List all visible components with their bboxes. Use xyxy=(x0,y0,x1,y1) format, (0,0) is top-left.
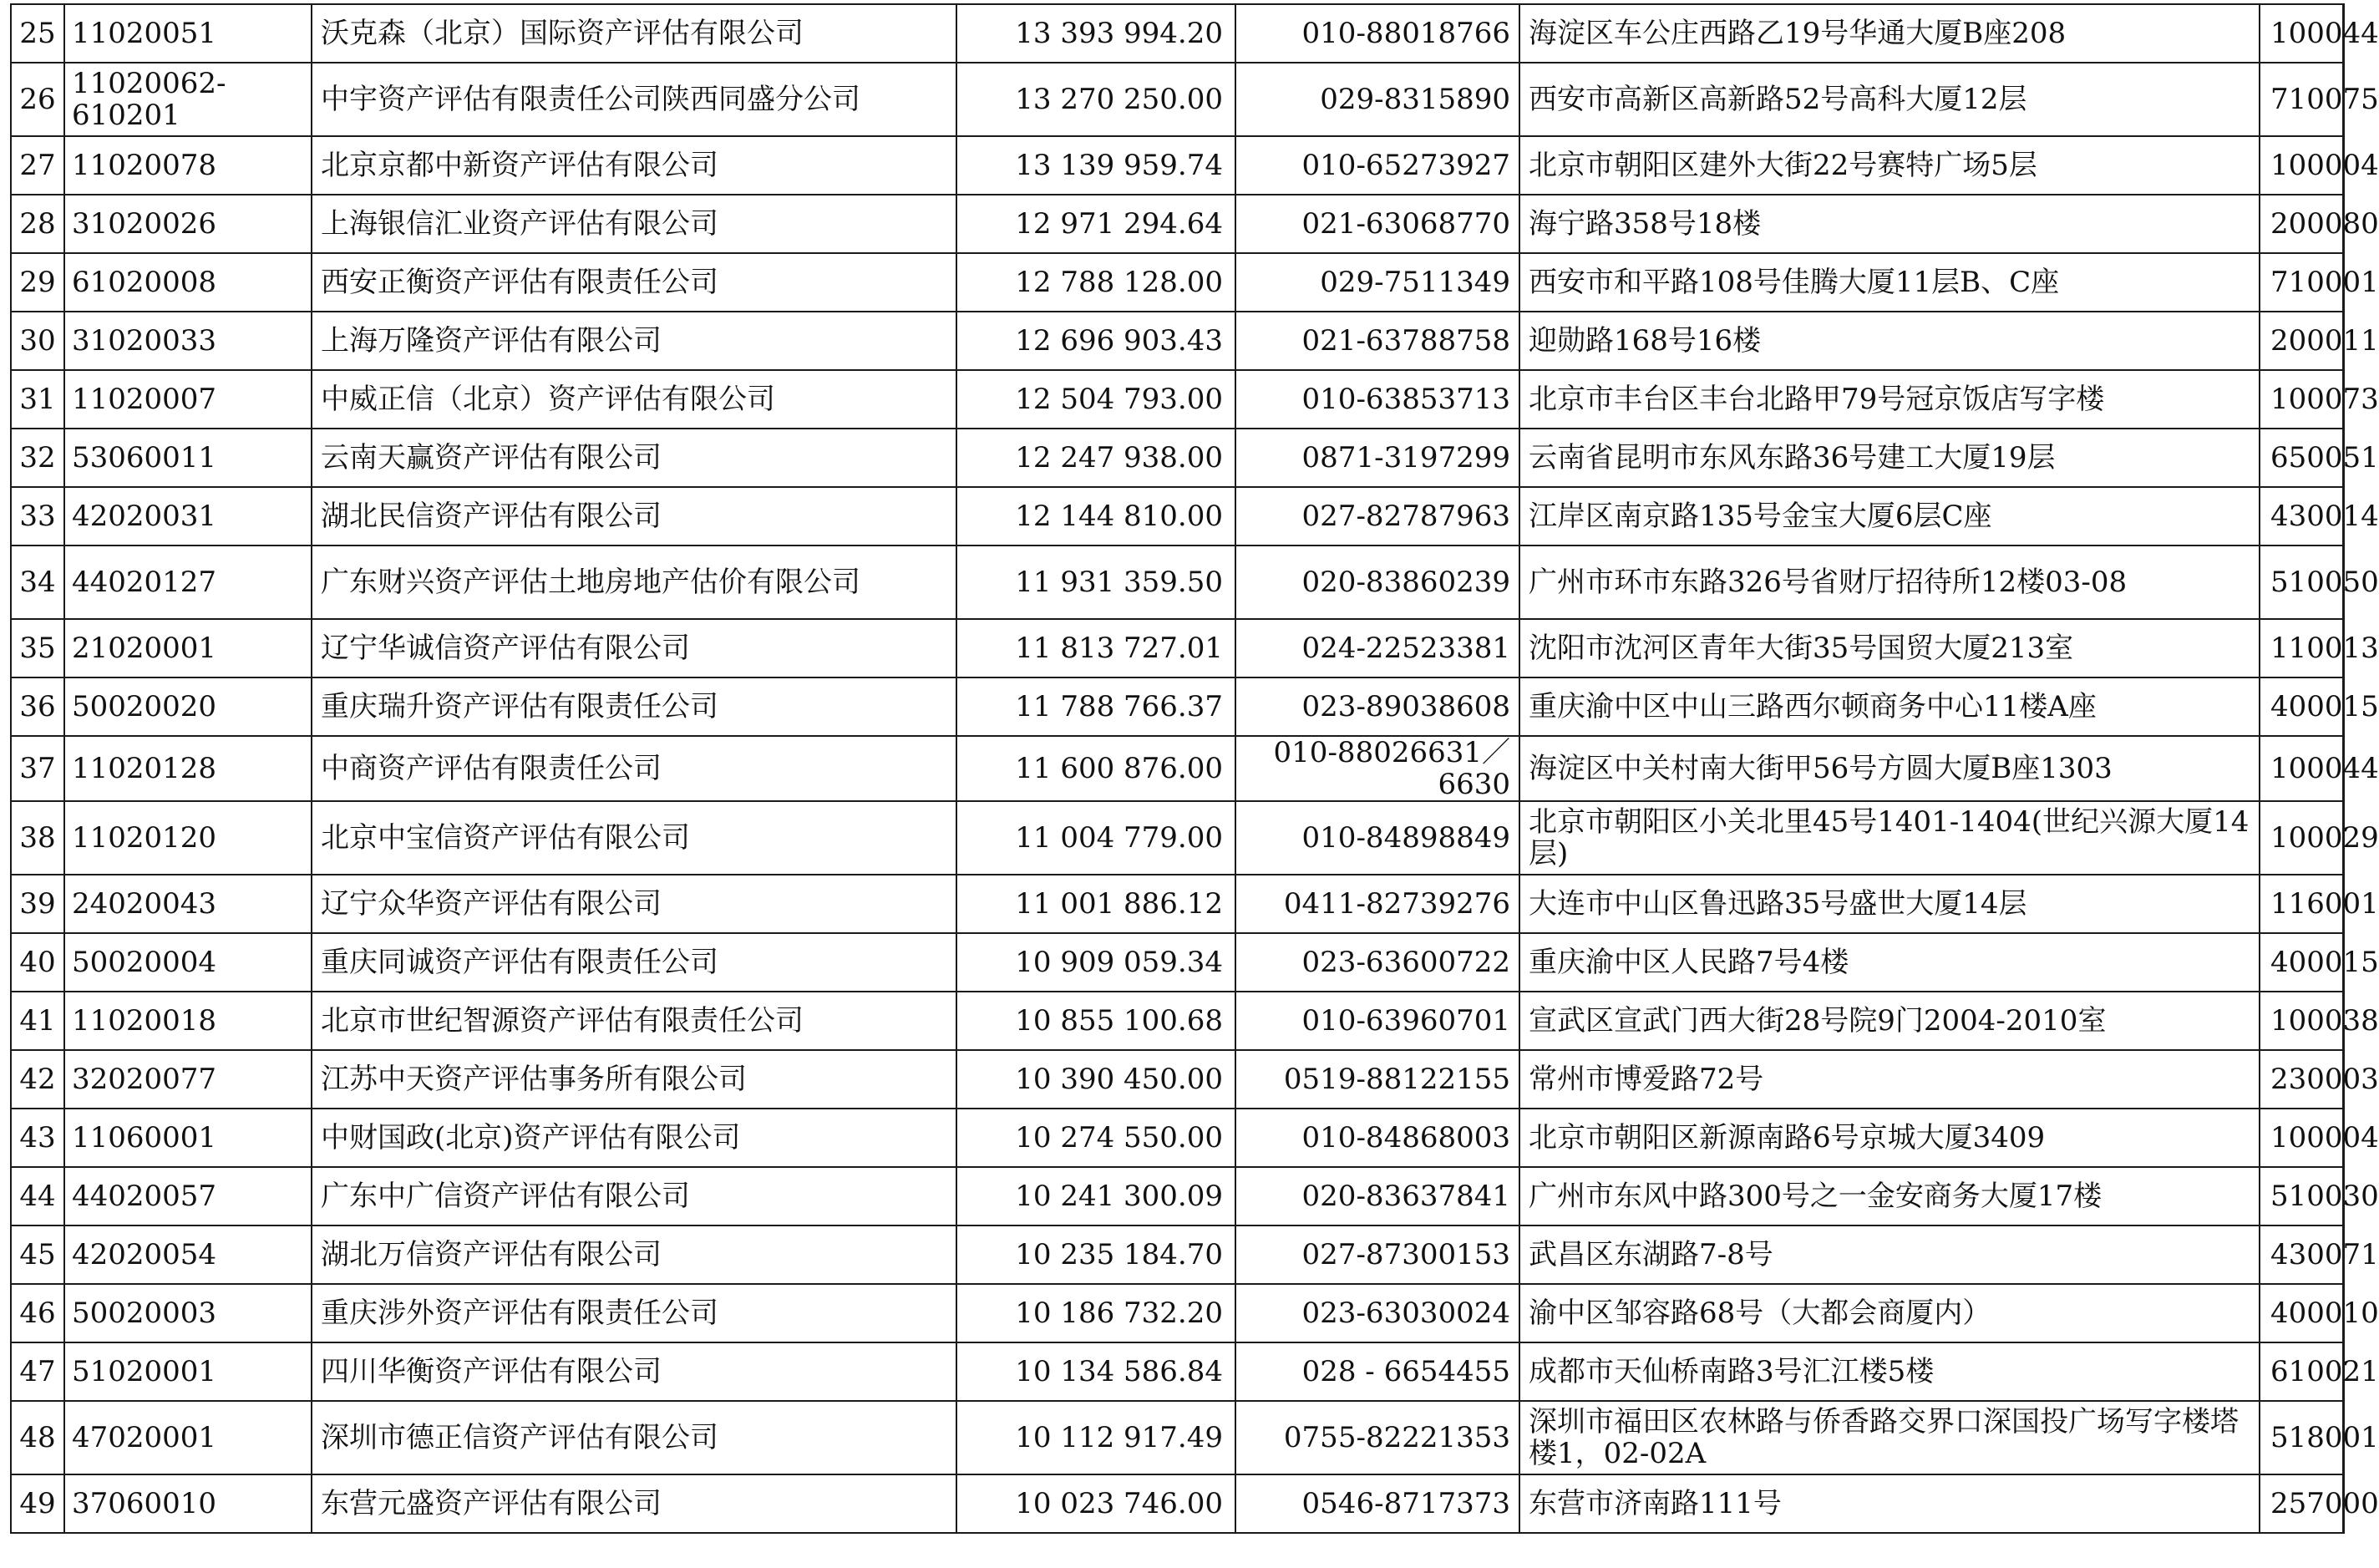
table-row xyxy=(11,1474,2343,1533)
firm-name: 重庆同诚资产评估有限责任公司 xyxy=(312,933,956,992)
firm-postcode: 100004 xyxy=(2260,1109,2343,1167)
firm-phone: 010-84868003 xyxy=(1235,1109,1519,1167)
firm-address: 宣武区宣武门西大街28号院9门2004-2010室 xyxy=(1519,992,2260,1050)
firm-amount: 10 023 746.00 xyxy=(956,1474,1235,1533)
table-row xyxy=(11,312,2343,370)
table-row xyxy=(11,546,2343,619)
firm-name: 云南天赢资产评估有限公司 xyxy=(312,429,956,487)
firm-phone: 010-88018766 xyxy=(1235,4,1519,63)
firm-code: 11020007 xyxy=(64,370,312,429)
firm-address: 云南省昆明市东风东路36号建工大厦19层 xyxy=(1519,429,2260,487)
firm-postcode: 257000 xyxy=(2260,1474,2343,1533)
firm-phone: 027-87300153 xyxy=(1235,1225,1519,1284)
firm-name: 重庆瑞升资产评估有限责任公司 xyxy=(312,677,956,736)
firm-name: 上海银信汇业资产评估有限公司 xyxy=(312,195,956,253)
firm-postcode: 610021 xyxy=(2260,1342,2343,1401)
firm-address: 海淀区中关村南大街甲56号方圆大厦B座1303 xyxy=(1519,736,2260,801)
table-row xyxy=(11,370,2343,429)
firm-code: 11020062-610201 xyxy=(64,63,312,136)
table-row xyxy=(11,195,2343,253)
firm-phone: 029-8315890 xyxy=(1235,63,1519,136)
firm-address: 大连市中山区鲁迅路35号盛世大厦14层 xyxy=(1519,875,2260,933)
firm-amount: 10 909 059.34 xyxy=(956,933,1235,992)
firm-postcode: 100038 xyxy=(2260,992,2343,1050)
firm-amount: 10 855 100.68 xyxy=(956,992,1235,1050)
firm-name: 湖北民信资产评估有限公司 xyxy=(312,487,956,546)
firm-name: 北京市世纪智源资产评估有限责任公司 xyxy=(312,992,956,1050)
firm-code: 31020033 xyxy=(64,312,312,370)
firm-code: 32020077 xyxy=(64,1050,312,1109)
firm-address: 西安市和平路108号佳腾大厦11层B、C座 xyxy=(1519,253,2260,312)
firm-address: 广州市东风中路300号之一金安商务大厦17楼 xyxy=(1519,1167,2260,1225)
firm-name: 辽宁华诚信资产评估有限公司 xyxy=(312,619,956,677)
firm-postcode: 510050 xyxy=(2260,546,2343,619)
firm-amount: 10 235 184.70 xyxy=(956,1225,1235,1284)
firm-postcode: 400015 xyxy=(2260,933,2343,992)
row-index: 43 xyxy=(11,1109,64,1167)
firm-name: 中宇资产评估有限责任公司陕西同盛分公司 xyxy=(312,63,956,136)
firm-code: 50020003 xyxy=(64,1284,312,1342)
firm-phone: 0546-8717373 xyxy=(1235,1474,1519,1533)
firm-amount: 11 001 886.12 xyxy=(956,875,1235,933)
firm-code: 11020078 xyxy=(64,136,312,195)
table-row xyxy=(11,1050,2343,1109)
firm-phone: 023-89038608 xyxy=(1235,677,1519,736)
firm-code: 44020127 xyxy=(64,546,312,619)
firm-postcode: 400015 xyxy=(2260,677,2343,736)
row-index: 29 xyxy=(11,253,64,312)
firm-address: 海宁路358号18楼 xyxy=(1519,195,2260,253)
firm-amount: 10 112 917.49 xyxy=(956,1401,1235,1474)
firm-phone: 024-22523381 xyxy=(1235,619,1519,677)
firm-postcode: 200011 xyxy=(2260,312,2343,370)
firm-phone: 0755-82221353 xyxy=(1235,1401,1519,1474)
table-row xyxy=(11,619,2343,677)
firm-code: 37060010 xyxy=(64,1474,312,1533)
row-index: 36 xyxy=(11,677,64,736)
firm-postcode: 100044 xyxy=(2260,4,2343,63)
firm-name: 湖北万信资产评估有限公司 xyxy=(312,1225,956,1284)
table-row xyxy=(11,63,2343,136)
firm-amount: 11 600 876.00 xyxy=(956,736,1235,801)
row-index: 30 xyxy=(11,312,64,370)
firm-phone: 010-84898849 xyxy=(1235,801,1519,875)
firm-phone: 027-82787963 xyxy=(1235,487,1519,546)
firm-address: 迎勋路168号16楼 xyxy=(1519,312,2260,370)
firm-table-body xyxy=(11,4,2379,1533)
table-row xyxy=(11,992,2343,1050)
row-index: 40 xyxy=(11,933,64,992)
table-row xyxy=(11,1225,2343,1284)
table-row xyxy=(11,1109,2343,1167)
firm-code: 31020026 xyxy=(64,195,312,253)
row-index: 42 xyxy=(11,1050,64,1109)
table-row xyxy=(11,1401,2343,1474)
row-index: 47 xyxy=(11,1342,64,1401)
table-row xyxy=(11,677,2343,736)
firm-name: 深圳市德正信资产评估有限公司 xyxy=(312,1401,956,1474)
firm-code: 24020043 xyxy=(64,875,312,933)
row-index: 39 xyxy=(11,875,64,933)
firm-address: 广州市环市东路326号省财厅招待所12楼03-08 xyxy=(1519,546,2260,619)
firm-amount: 10 186 732.20 xyxy=(956,1284,1235,1342)
firm-amount: 10 134 586.84 xyxy=(956,1342,1235,1401)
firm-table-sheet xyxy=(10,3,2379,1534)
row-index: 48 xyxy=(11,1401,64,1474)
table-row xyxy=(11,136,2343,195)
row-index: 34 xyxy=(11,546,64,619)
firm-postcode: 518001 xyxy=(2260,1401,2343,1474)
firm-amount: 13 393 994.20 xyxy=(956,4,1235,63)
row-index: 44 xyxy=(11,1167,64,1225)
table-row xyxy=(11,253,2343,312)
firm-amount: 10 274 550.00 xyxy=(956,1109,1235,1167)
firm-postcode: 110013 xyxy=(2260,619,2343,677)
firm-address: 西安市高新区高新路52号高科大厦12层 xyxy=(1519,63,2260,136)
firm-name: 上海万隆资产评估有限公司 xyxy=(312,312,956,370)
table-row xyxy=(11,1167,2343,1225)
firm-amount: 13 270 250.00 xyxy=(956,63,1235,136)
firm-name: 沃克森（北京）国际资产评估有限公司 xyxy=(312,4,956,63)
firm-postcode: 200080 xyxy=(2260,195,2343,253)
firm-code: 44020057 xyxy=(64,1167,312,1225)
firm-code: 47020001 xyxy=(64,1401,312,1474)
firm-name: 辽宁众华资产评估有限公司 xyxy=(312,875,956,933)
firm-address: 武昌区东湖路7-8号 xyxy=(1519,1225,2260,1284)
firm-postcode: 100004 xyxy=(2260,136,2343,195)
row-index: 25 xyxy=(11,4,64,63)
table-row xyxy=(11,429,2343,487)
firm-postcode: 430071 xyxy=(2260,1225,2343,1284)
row-index: 27 xyxy=(11,136,64,195)
firm-postcode: 100073 xyxy=(2260,370,2343,429)
firm-code: 11020051 xyxy=(64,4,312,63)
firm-address: 重庆渝中区人民路7号4楼 xyxy=(1519,933,2260,992)
firm-name: 中商资产评估有限责任公司 xyxy=(312,736,956,801)
firm-phone: 021-63068770 xyxy=(1235,195,1519,253)
firm-address: 常州市博爱路72号 xyxy=(1519,1050,2260,1109)
firm-name: 北京中宝信资产评估有限公司 xyxy=(312,801,956,875)
firm-phone: 020-83637841 xyxy=(1235,1167,1519,1225)
firm-phone: 023-63030024 xyxy=(1235,1284,1519,1342)
table-row xyxy=(11,933,2343,992)
firm-name: 北京京都中新资产评估有限公司 xyxy=(312,136,956,195)
firm-phone: 010-65273927 xyxy=(1235,136,1519,195)
row-index: 38 xyxy=(11,801,64,875)
firm-amount: 12 144 810.00 xyxy=(956,487,1235,546)
firm-phone: 021-63788758 xyxy=(1235,312,1519,370)
table-row xyxy=(11,4,2343,63)
row-index: 46 xyxy=(11,1284,64,1342)
firm-table xyxy=(10,3,2379,1534)
firm-code: 11060001 xyxy=(64,1109,312,1167)
firm-code: 50020020 xyxy=(64,677,312,736)
firm-amount: 11 004 779.00 xyxy=(956,801,1235,875)
firm-name: 东营元盛资产评估有限公司 xyxy=(312,1474,956,1533)
firm-phone: 0411-82739276 xyxy=(1235,875,1519,933)
firm-name: 四川华衡资产评估有限公司 xyxy=(312,1342,956,1401)
row-index: 32 xyxy=(11,429,64,487)
table-row xyxy=(11,875,2343,933)
firm-amount: 12 696 903.43 xyxy=(956,312,1235,370)
firm-code: 11020018 xyxy=(64,992,312,1050)
firm-postcode: 710001 xyxy=(2260,253,2343,312)
firm-postcode: 100044 xyxy=(2260,736,2343,801)
row-index: 33 xyxy=(11,487,64,546)
firm-code: 51020001 xyxy=(64,1342,312,1401)
firm-postcode: 430014 xyxy=(2260,487,2343,546)
firm-name: 广东财兴资产评估土地房地产估价有限公司 xyxy=(312,546,956,619)
row-index: 45 xyxy=(11,1225,64,1284)
firm-address: 渝中区邹容路68号（大都会商厦内） xyxy=(1519,1284,2260,1342)
firm-phone: 023-63600722 xyxy=(1235,933,1519,992)
table-row xyxy=(11,736,2343,801)
firm-name: 中威正信（北京）资产评估有限公司 xyxy=(312,370,956,429)
firm-amount: 12 504 793.00 xyxy=(956,370,1235,429)
firm-amount: 10 390 450.00 xyxy=(956,1050,1235,1109)
firm-postcode: 230003 xyxy=(2260,1050,2343,1109)
firm-address: 东营市济南路111号 xyxy=(1519,1474,2260,1533)
firm-name: 江苏中天资产评估事务所有限公司 xyxy=(312,1050,956,1109)
firm-name: 重庆涉外资产评估有限责任公司 xyxy=(312,1284,956,1342)
firm-name: 广东中广信资产评估有限公司 xyxy=(312,1167,956,1225)
firm-postcode: 650051 xyxy=(2260,429,2343,487)
firm-address: 北京市朝阳区小关北里45号1401-1404(世纪兴源大厦14层) xyxy=(1519,801,2260,875)
firm-address: 沈阳市沈河区青年大街35号国贸大厦213室 xyxy=(1519,619,2260,677)
firm-postcode: 510030 xyxy=(2260,1167,2343,1225)
firm-amount: 11 931 359.50 xyxy=(956,546,1235,619)
firm-phone: 029-7511349 xyxy=(1235,253,1519,312)
row-index: 37 xyxy=(11,736,64,801)
firm-address: 海淀区车公庄西路乙19号华通大厦B座208 xyxy=(1519,4,2260,63)
firm-code: 21020001 xyxy=(64,619,312,677)
firm-amount: 12 971 294.64 xyxy=(956,195,1235,253)
firm-amount: 11 788 766.37 xyxy=(956,677,1235,736)
firm-address: 江岸区南京路135号金宝大厦6层C座 xyxy=(1519,487,2260,546)
firm-address: 北京市丰台区丰台北路甲79号冠京饭店写字楼 xyxy=(1519,370,2260,429)
firm-code: 11020128 xyxy=(64,736,312,801)
firm-address: 成都市天仙桥南路3号汇江楼5楼 xyxy=(1519,1342,2260,1401)
firm-code: 42020054 xyxy=(64,1225,312,1284)
firm-code: 50020004 xyxy=(64,933,312,992)
firm-phone: 0871-3197299 xyxy=(1235,429,1519,487)
table-row xyxy=(11,801,2343,875)
row-index: 31 xyxy=(11,370,64,429)
firm-address: 北京市朝阳区建外大街22号赛特广场5层 xyxy=(1519,136,2260,195)
firm-postcode: 710075 xyxy=(2260,63,2343,136)
firm-code: 11020120 xyxy=(64,801,312,875)
firm-address: 重庆渝中区中山三路西尔顿商务中心11楼A座 xyxy=(1519,677,2260,736)
row-index: 41 xyxy=(11,992,64,1050)
firm-amount: 11 813 727.01 xyxy=(956,619,1235,677)
row-index: 26 xyxy=(11,63,64,136)
firm-amount: 12 247 938.00 xyxy=(956,429,1235,487)
firm-postcode: 100029 xyxy=(2260,801,2343,875)
firm-phone: 010-63853713 xyxy=(1235,370,1519,429)
firm-phone: 028 - 6654455 xyxy=(1235,1342,1519,1401)
row-index: 49 xyxy=(11,1474,64,1533)
firm-phone: 010-63960701 xyxy=(1235,992,1519,1050)
firm-phone: 0519-88122155 xyxy=(1235,1050,1519,1109)
firm-amount: 12 788 128.00 xyxy=(956,253,1235,312)
firm-address: 深圳市福田区农林路与侨香路交界口深国投广场写字楼塔楼1，02-02A xyxy=(1519,1401,2260,1474)
table-row xyxy=(11,1284,2343,1342)
firm-postcode: 116001 xyxy=(2260,875,2343,933)
row-index: 35 xyxy=(11,619,64,677)
firm-phone: 010-88026631／6630 xyxy=(1235,736,1519,801)
firm-amount: 10 241 300.09 xyxy=(956,1167,1235,1225)
firm-code: 61020008 xyxy=(64,253,312,312)
firm-code: 42020031 xyxy=(64,487,312,546)
firm-postcode: 400010 xyxy=(2260,1284,2343,1342)
firm-amount: 13 139 959.74 xyxy=(956,136,1235,195)
firm-name: 西安正衡资产评估有限责任公司 xyxy=(312,253,956,312)
firm-phone: 020-83860239 xyxy=(1235,546,1519,619)
table-row xyxy=(11,487,2343,546)
row-index: 28 xyxy=(11,195,64,253)
firm-address: 北京市朝阳区新源南路6号京城大厦3409 xyxy=(1519,1109,2260,1167)
table-row xyxy=(11,1342,2343,1401)
firm-name: 中财国政(北京)资产评估有限公司 xyxy=(312,1109,956,1167)
firm-code: 53060011 xyxy=(64,429,312,487)
